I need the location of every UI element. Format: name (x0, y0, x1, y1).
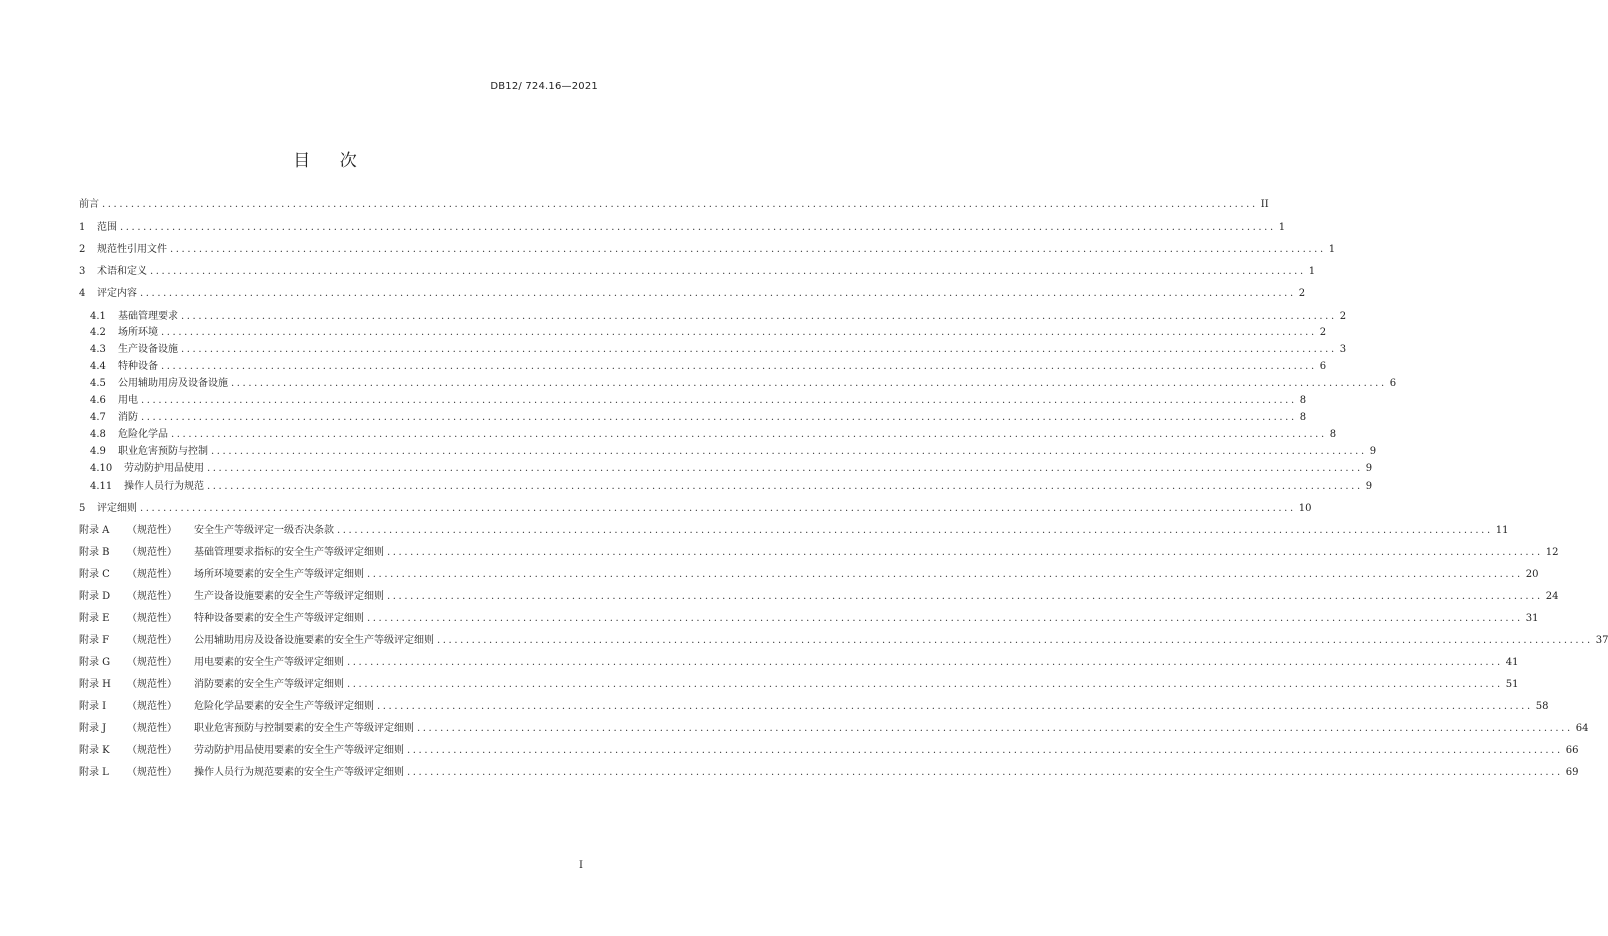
appendix-id: 附录 H (79, 679, 111, 690)
dot-leader: ........................................................................................................................................................................................................ (102, 199, 1258, 210)
appendix-type: （规范性） (127, 679, 177, 690)
dot-leader: ........................................................................................................................................................................................................ (181, 344, 1337, 355)
toc-entry[interactable] (79, 243, 1336, 256)
toc-entry-label: 危险化学品 (118, 429, 168, 440)
section-number: 4.7 (90, 412, 106, 423)
toc-entry-label: 基础管理要求指标的安全生产等级评定细则 (194, 547, 384, 558)
toc-entry[interactable] (79, 198, 1269, 211)
appendix-type: （规范性） (127, 569, 177, 580)
appendix-id: 附录 G (79, 657, 111, 668)
section-number: 4.2 (90, 327, 106, 338)
dot-leader: ........................................................................................................................................................................................................ (417, 723, 1573, 734)
dot-leader: ........................................................................................................................................................................................................ (347, 679, 1503, 690)
toc-entry[interactable] (79, 546, 1559, 559)
toc-entry-page: 69 (1565, 767, 1579, 778)
dot-leader: ........................................................................................................................................................................................................ (140, 288, 1296, 299)
dot-leader: ........................................................................................................................................................................................................ (367, 613, 1523, 624)
toc-entry-label: 术语和定义 (97, 266, 147, 277)
toc-entry-page: 1 (1328, 244, 1336, 255)
dot-leader: ........................................................................................................................................................................................................ (181, 311, 1337, 322)
toc-entry-page: 8 (1299, 395, 1307, 406)
toc-entry-page: 2 (1298, 288, 1306, 299)
toc-entry[interactable] (79, 326, 1327, 339)
toc-entry-label: 评定内容 (97, 288, 137, 299)
appendix-id: 附录 J (79, 723, 107, 734)
toc-entry-label: 职业危害预防与控制要素的安全生产等级评定细则 (194, 723, 414, 734)
appendix-type: （规范性） (127, 591, 177, 602)
toc-entry-label: 用电 (118, 395, 138, 406)
toc-entry[interactable] (79, 411, 1307, 424)
dot-leader: ........................................................................................................................................................................................................ (141, 412, 1297, 423)
section-number: 2 (79, 244, 86, 255)
toc-entry-page: 51 (1505, 679, 1519, 690)
appendix-type: （规范性） (127, 745, 177, 756)
dot-leader: ........................................................................................................................................................................................................ (207, 463, 1363, 474)
appendix-id: 附录 A (79, 525, 110, 536)
toc-entry[interactable] (79, 462, 1373, 475)
toc-entry[interactable] (79, 612, 1539, 625)
page-number: I (579, 860, 583, 871)
dot-leader: ........................................................................................................................................................................................................ (437, 635, 1593, 646)
toc-entry[interactable] (79, 766, 1579, 779)
toc-entry[interactable] (79, 634, 1608, 647)
toc-entry[interactable] (79, 287, 1306, 300)
dot-leader: ........................................................................................................................................................................................................ (161, 327, 1317, 338)
section-number: 4 (79, 288, 86, 299)
toc-entry[interactable] (79, 377, 1397, 390)
dot-leader: ........................................................................................................................................................................................................ (407, 767, 1563, 778)
toc-entry[interactable] (79, 722, 1589, 735)
dot-leader: ........................................................................................................................................................................................................ (347, 657, 1503, 668)
toc-entry[interactable] (79, 568, 1539, 581)
toc-entry-page: 66 (1565, 745, 1579, 756)
toc-entry-page: 3 (1339, 344, 1347, 355)
toc-entry-page: 1 (1278, 222, 1286, 233)
toc-entry-page: 8 (1329, 429, 1337, 440)
section-number: 4.11 (90, 481, 113, 492)
dot-leader: ........................................................................................................................................................................................................ (150, 266, 1306, 277)
toc-entry-page: 1 (1308, 266, 1316, 277)
toc-entry-label: 劳动防护用品使用 (124, 463, 204, 474)
toc-entry[interactable] (79, 428, 1337, 441)
dot-leader: ........................................................................................................................................................................................................ (367, 569, 1523, 580)
toc-entry-page: 11 (1495, 525, 1509, 536)
dot-leader: ........................................................................................................................................................................................................ (141, 395, 1297, 406)
toc-entry-label: 消防要素的安全生产等级评定细则 (194, 679, 344, 690)
toc-entry-page: 12 (1545, 547, 1559, 558)
dot-leader: ........................................................................................................................................................................................................ (377, 701, 1533, 712)
section-number: 4.5 (90, 378, 106, 389)
dot-leader: ........................................................................................................................................................................................................ (207, 481, 1363, 492)
section-number: 4.10 (90, 463, 113, 474)
appendix-type: （规范性） (127, 613, 177, 624)
toc-entry[interactable] (79, 480, 1373, 493)
section-number: 4.4 (90, 361, 106, 372)
toc-entry[interactable] (79, 221, 1286, 234)
toc-entry[interactable] (79, 394, 1307, 407)
toc-entry-label: 特种设备要素的安全生产等级评定细则 (194, 613, 364, 624)
toc-entry-page: 2 (1319, 327, 1327, 338)
toc-entry-label: 基础管理要求 (118, 311, 178, 322)
appendix-type: （规范性） (127, 635, 177, 646)
toc-entry[interactable] (79, 678, 1519, 691)
appendix-id: 附录 B (79, 547, 110, 558)
appendix-type: （规范性） (127, 525, 177, 536)
dot-leader: ........................................................................................................................................................................................................ (120, 222, 1276, 233)
toc-entry-label: 场所环境 (118, 327, 158, 338)
appendix-type: （规范性） (127, 547, 177, 558)
appendix-id: 附录 L (79, 767, 109, 778)
toc-entry-page: 10 (1298, 503, 1312, 514)
toc-entry-page: 6 (1389, 378, 1397, 389)
toc-entry-label: 公用辅助用房及设备设施 (118, 378, 228, 389)
toc-entry-page: 9 (1365, 463, 1373, 474)
toc-entry[interactable] (79, 310, 1347, 323)
appendix-id: 附录 E (79, 613, 110, 624)
toc-entry-label: 场所环境要素的安全生产等级评定细则 (194, 569, 364, 580)
toc-entry-page: 6 (1319, 361, 1327, 372)
toc-entry-label: 生产设备设施要素的安全生产等级评定细则 (194, 591, 384, 602)
dot-leader: ........................................................................................................................................................................................................ (161, 361, 1317, 372)
toc-entry[interactable] (79, 445, 1377, 458)
toc-entry-label: 范围 (97, 222, 117, 233)
toc-entry-label: 危险化学品要素的安全生产等级评定细则 (194, 701, 374, 712)
dot-leader: ........................................................................................................................................................................................................ (140, 503, 1296, 514)
section-number: 5 (79, 503, 86, 514)
dot-leader: ........................................................................................................................................................................................................ (211, 446, 1367, 457)
toc-entry-page: 58 (1535, 701, 1549, 712)
toc-entry[interactable] (79, 590, 1559, 603)
toc-entry-label: 公用辅助用房及设备设施要素的安全生产等级评定细则 (194, 635, 434, 646)
appendix-type: （规范性） (127, 723, 177, 734)
section-number: 4.1 (90, 311, 106, 322)
appendix-id: 附录 I (79, 701, 107, 712)
dot-leader: ........................................................................................................................................................................................................ (407, 745, 1563, 756)
toc-entry-page: 37 (1595, 635, 1608, 646)
toc-entry-label: 生产设备设施 (118, 344, 178, 355)
appendix-id: 附录 C (79, 569, 110, 580)
toc-entry-page: 20 (1525, 569, 1539, 580)
toc-entry-label: 用电要素的安全生产等级评定细则 (194, 657, 344, 668)
toc-entry-page: 31 (1525, 613, 1539, 624)
appendix-type: （规范性） (127, 657, 177, 668)
toc-entry[interactable] (79, 524, 1509, 537)
appendix-id: 附录 K (79, 745, 110, 756)
toc-entry[interactable] (79, 744, 1579, 757)
dot-leader: ........................................................................................................................................................................................................ (231, 378, 1387, 389)
toc-entry-label: 劳动防护用品使用要素的安全生产等级评定细则 (194, 745, 404, 756)
appendix-id: 附录 F (79, 635, 110, 646)
section-number: 4.9 (90, 446, 106, 457)
section-number: 4.8 (90, 429, 106, 440)
toc-entry[interactable] (79, 360, 1327, 373)
toc-entry[interactable] (79, 343, 1347, 356)
appendix-type: （规范性） (127, 701, 177, 712)
toc-entry-page: 24 (1545, 591, 1559, 602)
appendix-id: 附录 D (79, 591, 111, 602)
toc-entry-label: 规范性引用文件 (97, 244, 167, 255)
dot-leader: ........................................................................................................................................................................................................ (387, 591, 1543, 602)
toc-entry-label: 评定细则 (97, 503, 137, 514)
toc-entry-label: 操作人员行为规范要素的安全生产等级评定细则 (194, 767, 404, 778)
toc-entry-page: 2 (1339, 311, 1347, 322)
dot-leader: ........................................................................................................................................................................................................ (337, 525, 1493, 536)
toc-entry-label: 前言 (79, 199, 99, 210)
toc-entry-page: 9 (1369, 446, 1377, 457)
document-code: DB12/ 724.16—2021 (490, 81, 598, 92)
toc-entry-label: 安全生产等级评定一级否决条款 (194, 525, 334, 536)
toc-entry[interactable] (79, 700, 1549, 713)
dot-leader: ........................................................................................................................................................................................................ (171, 429, 1327, 440)
toc-entry-page: 41 (1505, 657, 1519, 668)
page-title: 目 次 (293, 151, 369, 171)
toc-entry[interactable] (79, 656, 1519, 669)
toc-entry-page: 8 (1299, 412, 1307, 423)
section-number: 1 (79, 222, 86, 233)
toc-entry-page: II (1260, 199, 1269, 210)
dot-leader: ........................................................................................................................................................................................................ (170, 244, 1326, 255)
section-number: 3 (79, 266, 86, 277)
dot-leader: ........................................................................................................................................................................................................ (387, 547, 1543, 558)
section-number: 4.6 (90, 395, 106, 406)
appendix-type: （规范性） (127, 767, 177, 778)
toc-entry[interactable] (79, 502, 1312, 515)
toc-entry[interactable] (79, 265, 1316, 278)
toc-entry-label: 特种设备 (118, 361, 158, 372)
toc-entry-page: 9 (1365, 481, 1373, 492)
toc-entry-label: 职业危害预防与控制 (118, 446, 208, 457)
toc-entry-label: 操作人员行为规范 (124, 481, 204, 492)
section-number: 4.3 (90, 344, 106, 355)
toc-entry-label: 消防 (118, 412, 138, 423)
toc-entry-page: 64 (1575, 723, 1589, 734)
